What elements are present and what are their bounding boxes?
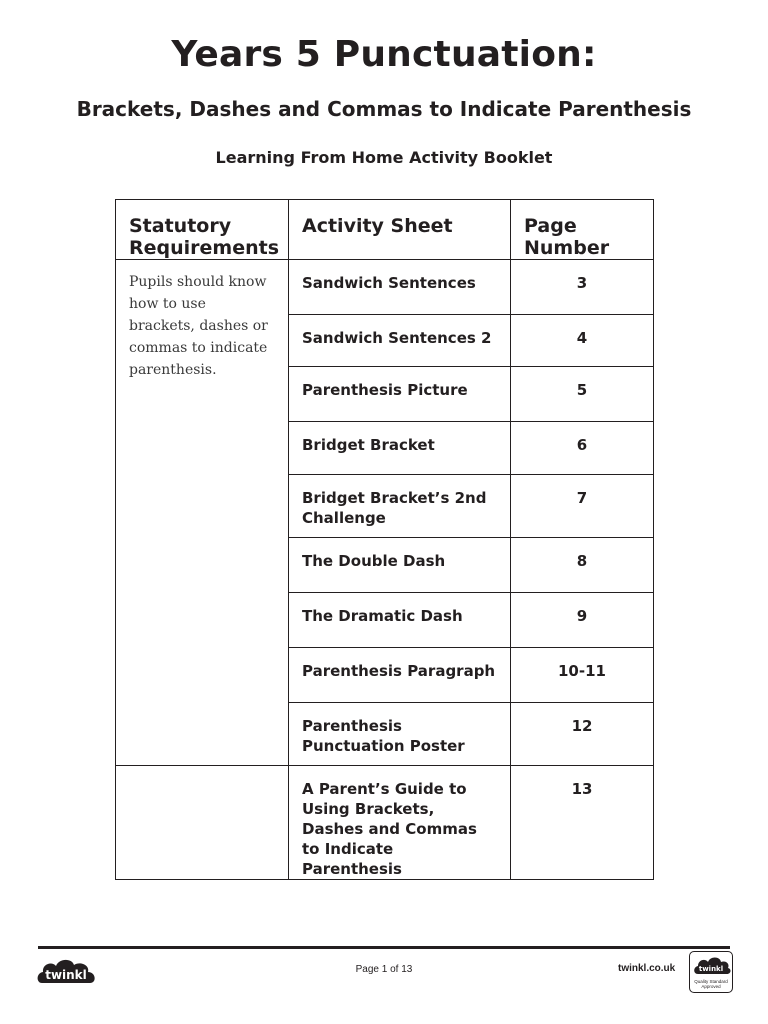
page-title: Years 5 Punctuation:: [171, 34, 597, 75]
activity-cell: The Double Dash: [289, 538, 511, 593]
empty-requirement-cell: [116, 766, 289, 880]
booklet-label: Learning From Home Activity Booklet: [215, 148, 553, 167]
activity-cell: Parenthesis Paragraph: [289, 648, 511, 703]
page-cell: 6: [511, 422, 654, 475]
activity-cell: A Parent’s Guide to Using Brackets, Dashes and Commas to Indicate Parenthesis: [289, 766, 511, 880]
page-cell: 9: [511, 593, 654, 648]
header-requirements: Statutory Requirements: [116, 200, 289, 260]
activity-cell: Parenthesis Punctuation Poster: [289, 703, 511, 766]
badge-cloud-icon: [690, 952, 732, 978]
page-indicator: Page 1 of 13: [355, 964, 413, 975]
activity-cell: Sandwich Sentences 2: [289, 315, 511, 367]
badge-logo-text: twinkl: [698, 965, 724, 973]
site-url: twinkl.co.uk: [618, 963, 676, 974]
page-cell: 5: [511, 367, 654, 422]
page-cell: 3: [511, 260, 654, 315]
requirement-text: Pupils should know how to use brackets, dashes or commas to indicate parenthesis.: [129, 274, 268, 378]
table-header-row: [116, 200, 654, 260]
page-cell: 10-11: [511, 648, 654, 703]
page-cell: 8: [511, 538, 654, 593]
badge-label: Quality Standard Approved: [694, 979, 728, 989]
activity-cell: The Dramatic Dash: [289, 593, 511, 648]
page-cell: 7: [511, 475, 654, 538]
page-cell: 13: [511, 766, 654, 880]
header-page: Page Number: [511, 200, 654, 260]
activity-cell: Bridget Bracket: [289, 422, 511, 475]
header-activity: Activity Sheet: [289, 200, 511, 260]
table-row: [116, 766, 654, 880]
page-cell: 12: [511, 703, 654, 766]
page-cell: 4: [511, 315, 654, 367]
activity-cell: Bridget Bracket’s 2nd Challenge: [289, 475, 511, 538]
requirement-cell: [116, 260, 289, 766]
activity-table: [115, 199, 654, 880]
logo-text: twinkl: [45, 968, 87, 982]
activity-cell: Sandwich Sentences: [289, 260, 511, 315]
table-row: [116, 260, 654, 315]
activity-cell: Parenthesis Picture: [289, 367, 511, 422]
page-subtitle: Brackets, Dashes and Commas to Indicate Parenthesis: [76, 97, 692, 121]
footer-divider: [38, 946, 730, 949]
